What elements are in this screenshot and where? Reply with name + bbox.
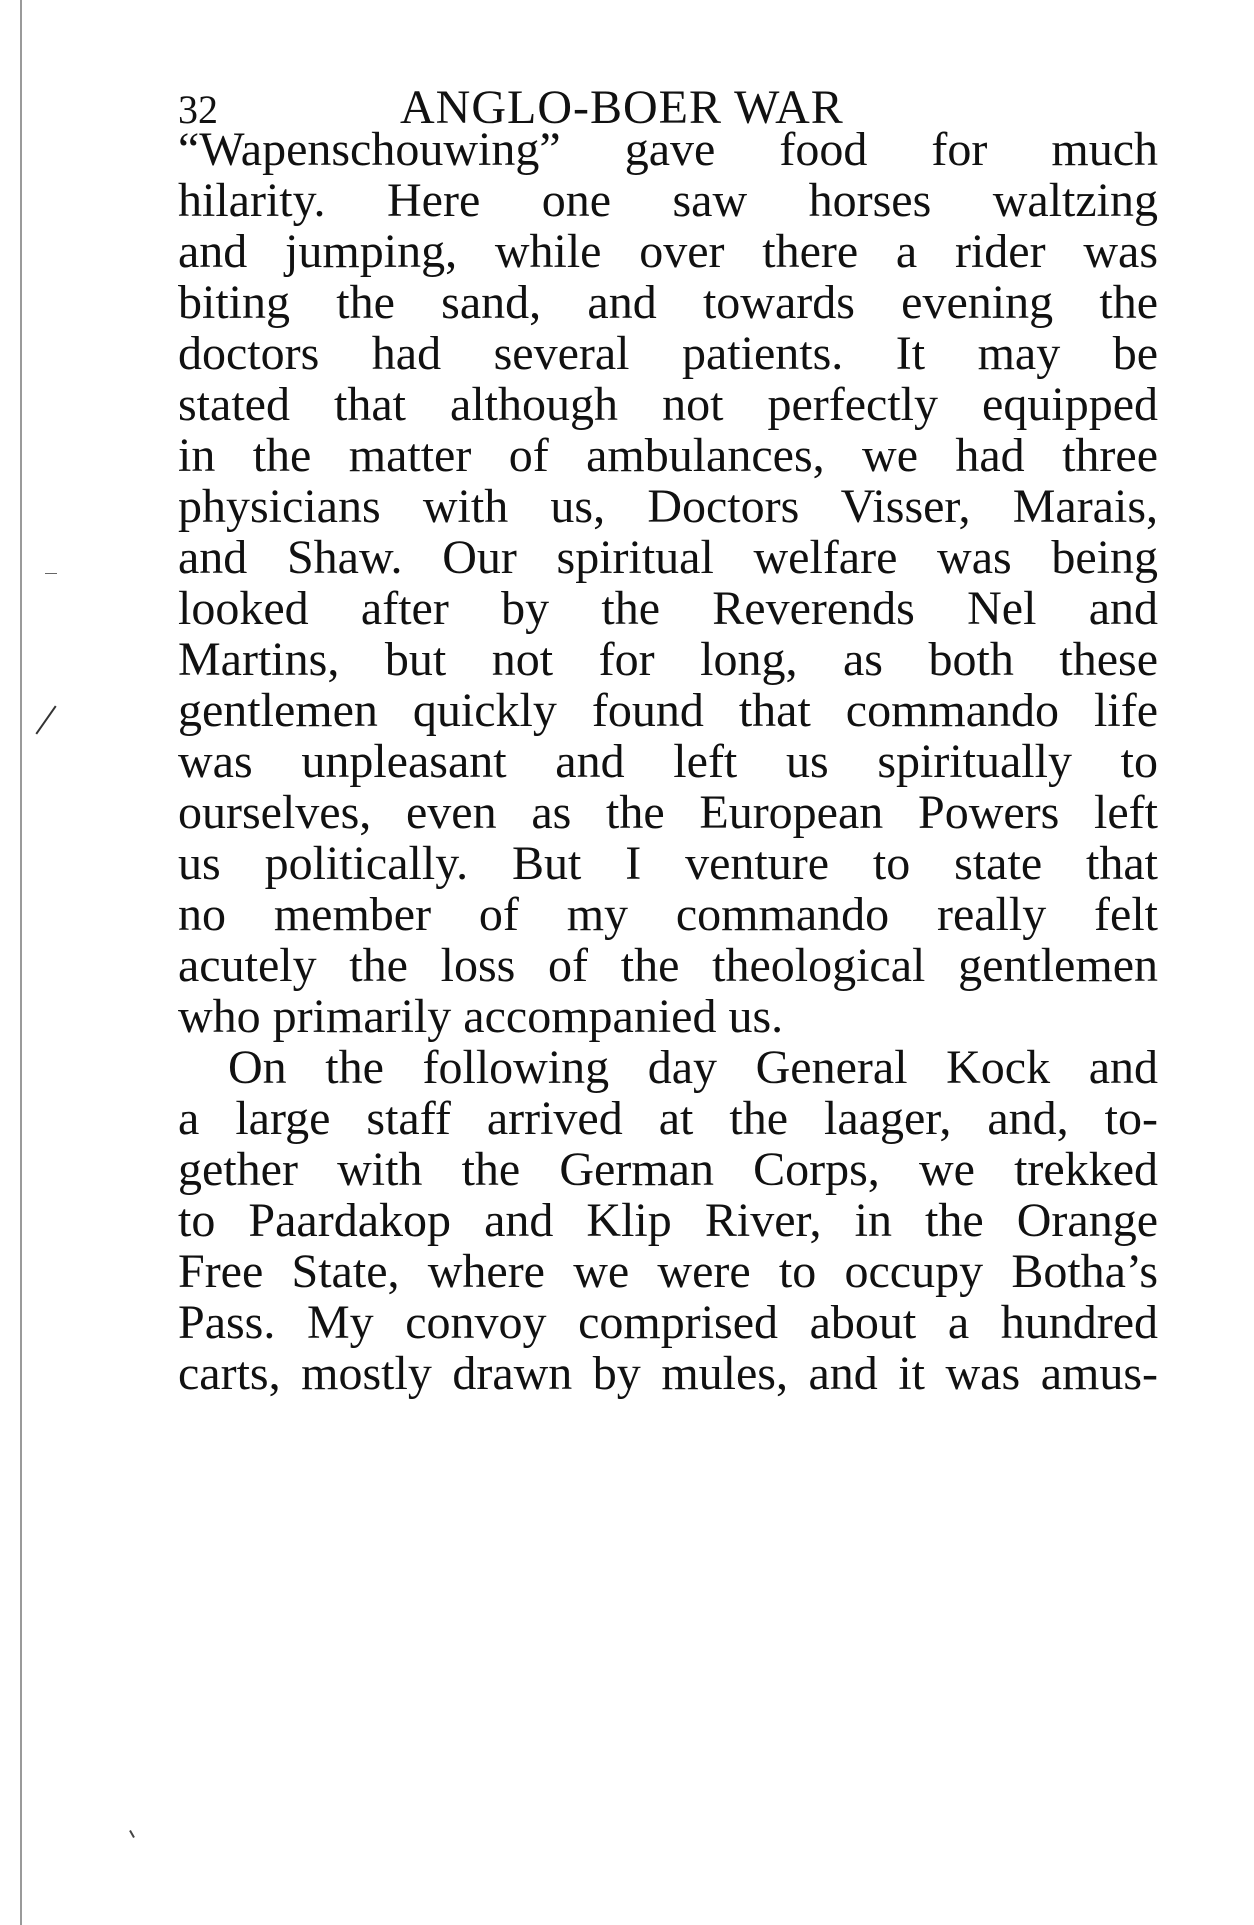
page-number: 32 [178,87,218,132]
text-line: “Wapenschouwing” gave food for much [178,123,1158,176]
text-line: who primarily accompanied us. [178,990,784,1043]
text-line: biting the sand, and towards evening the [178,276,1158,329]
text-line: was unpleasant and left us spiritually to [178,735,1158,788]
margin-speck [129,1830,135,1838]
text-line: and Shaw. Our spiritual welfare was being [178,531,1158,584]
text-line: and jumping, while over there a rider was [178,225,1158,278]
running-head: ANGLO-BOER WAR [400,81,844,134]
text-line: physicians with us, Doctors Visser, Marais, [178,480,1158,533]
text-line: looked after by the Reverends Nel and [178,582,1158,635]
text-line: acutely the loss of the theological gentlemen [178,939,1158,992]
text-line: Free State, where we were to occupy Botha’s [178,1245,1158,1298]
text-line: a large staff arrived at the laager, and, to- [178,1092,1158,1145]
text-line: gether with the German Corps, we trekked [178,1143,1158,1196]
text-line: to Paardakop and Klip River, in the Orange [178,1194,1158,1247]
text-line: hilarity. Here one saw horses waltzing [178,174,1158,227]
margin-pencil-mark [35,706,56,735]
text-line: stated that although not perfectly equipped [178,378,1158,431]
text-line: Pass. My convoy comprised about a hundred [178,1296,1158,1349]
text-line: no member of my commando really felt [178,888,1158,941]
margin-mark [45,573,57,574]
text-line: Martins, but not for long, as both these [178,633,1158,686]
text-line: carts, mostly drawn by mules, and it was amus- [178,1347,1158,1400]
text-line: us politically. But I venture to state that [178,837,1158,890]
binding-edge [20,0,22,1925]
text-line: in the matter of ambulances, we had three [178,429,1158,482]
paragraph-first-line: On the following day General Kock and [228,1041,1158,1094]
text-line: gentlemen quickly found that commando life [178,684,1158,737]
text-line: ourselves, even as the European Powers left [178,786,1158,839]
text-line: doctors had several patients. It may be [178,327,1158,380]
